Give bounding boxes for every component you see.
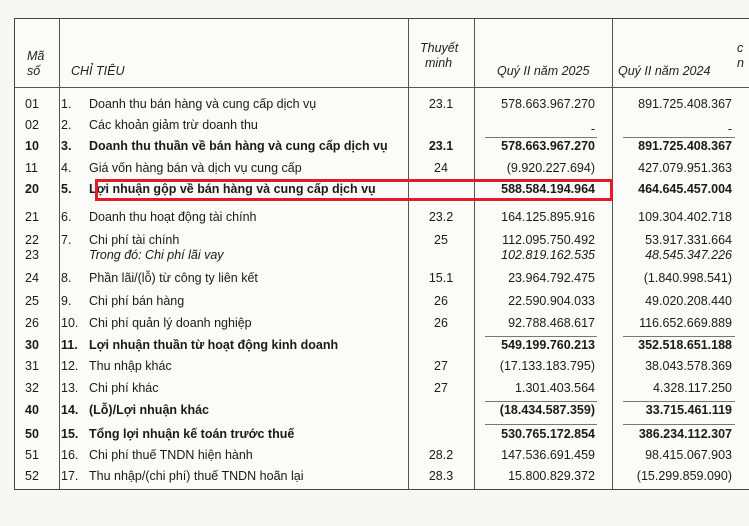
- row-value-2024: 33.715.461.119: [645, 403, 732, 417]
- table-row: [15, 448, 749, 468]
- row-code: 02: [25, 118, 39, 132]
- header-code-line1: Mã: [27, 49, 45, 63]
- table-row: [15, 381, 749, 401]
- table-row: [15, 294, 749, 314]
- row-code: 52: [25, 469, 39, 483]
- header-q2-2025: Quý II năm 2025: [497, 64, 590, 78]
- row-value-2024: (15.299.859.090): [636, 469, 732, 483]
- table-row: [15, 97, 749, 117]
- row-value-2025: 549.199.760.213: [501, 338, 595, 352]
- row-value-2024: 464.645.457.004: [638, 182, 732, 196]
- row-code: 51: [25, 448, 39, 462]
- row-name: Thu nhập/(chi phí) thuế TNDN hoãn lại: [89, 469, 304, 483]
- row-value-2024: -: [727, 122, 732, 136]
- row-value-2024: 116.652.669.889: [639, 316, 732, 330]
- row-number: 6.: [61, 210, 72, 224]
- header-note-line2: minh: [425, 56, 453, 70]
- row-name: Chi phí tài chính: [89, 233, 180, 247]
- row-name: Chi phí quản lý doanh nghiệp: [89, 316, 252, 330]
- row-value-2025: 578.663.967.270: [501, 139, 595, 153]
- row-name: Doanh thu thuần về bán hàng và cung cấp dịch vụ: [89, 139, 388, 153]
- table-row: [15, 161, 749, 181]
- row-number: 16.: [61, 448, 79, 462]
- row-value-2024: 38.043.578.369: [645, 359, 732, 373]
- row-note: 27: [434, 359, 448, 373]
- row-name: Lợi nhuận gộp về bán hàng và cung cấp dịch vụ: [89, 182, 376, 196]
- header-code-line2: số: [27, 64, 41, 78]
- row-note: 23.2: [428, 210, 454, 224]
- row-code: 31: [25, 359, 39, 373]
- row-number: 5.: [61, 182, 72, 196]
- row-name: Chi phí bán hàng: [89, 294, 185, 308]
- row-code: 32: [25, 381, 39, 395]
- row-value-2025: (17.133.183.795): [499, 359, 595, 373]
- row-value-2025: 530.765.172.854: [501, 427, 595, 441]
- row-name: Doanh thu bán hàng và cung cấp dịch vụ: [89, 97, 317, 111]
- row-number: 2.: [61, 118, 72, 132]
- row-number: 4.: [61, 161, 72, 175]
- income-statement-table: [14, 18, 749, 490]
- row-note: 26: [434, 294, 448, 308]
- row-code: 21: [25, 210, 39, 224]
- row-value-2024: 49.020.208.440: [645, 294, 732, 308]
- row-code: 50: [25, 427, 39, 441]
- row-value-2025: 22.590.904.033: [508, 294, 595, 308]
- row-number: 15.: [61, 427, 79, 441]
- subtotal-rule: [623, 401, 735, 402]
- row-note: 27: [434, 381, 448, 395]
- row-value-2024: 352.518.651.188: [638, 338, 732, 352]
- header-q2-2024: Quý II năm 2024: [618, 64, 711, 78]
- row-number: 8.: [61, 271, 72, 285]
- row-name: Giá vốn hàng bán và dịch vụ cung cấp: [89, 161, 302, 175]
- row-value-2025: (18.434.587.359): [499, 403, 595, 417]
- row-value-2024: 53.917.331.664: [645, 233, 732, 247]
- header-note-line1: Thuyết: [420, 41, 459, 55]
- row-number: 1.: [61, 97, 72, 111]
- row-name: Phần lãi/(lỗ) từ công ty liên kết: [89, 271, 258, 285]
- subtotal-rule: [623, 424, 735, 425]
- row-note: 26: [434, 316, 448, 330]
- table-row: [15, 316, 749, 336]
- header-edge-line1: c: [737, 41, 744, 55]
- row-note: 23.1: [428, 139, 454, 153]
- highlight-box: [95, 179, 613, 201]
- row-name: Các khoản giảm trừ doanh thu: [89, 118, 258, 132]
- row-code: 25: [25, 294, 39, 308]
- table-row: [15, 403, 749, 423]
- row-code: 20: [25, 182, 39, 196]
- row-number: 3.: [61, 139, 72, 153]
- row-value-2025: 1.301.403.564: [515, 381, 595, 395]
- subtotal-rule: [485, 137, 597, 138]
- row-name: Doanh thu hoạt động tài chính: [89, 210, 257, 224]
- row-value-2025: 102.819.162.535: [501, 248, 595, 262]
- row-number: 9.: [61, 294, 72, 308]
- row-value-2024: 891.725.408.367: [638, 97, 732, 111]
- row-code: 10: [25, 139, 39, 153]
- row-value-2025: 92.788.468.617: [508, 316, 595, 330]
- row-value-2024: 891.725.408.367: [638, 139, 732, 153]
- row-code: 01: [25, 97, 39, 111]
- row-name: Tổng lợi nhuận kế toán trước thuế: [89, 427, 295, 441]
- row-note: 24: [434, 161, 448, 175]
- row-name: Lợi nhuận thuần từ hoạt động kinh doanh: [89, 338, 339, 352]
- table-row: [15, 338, 749, 358]
- row-number: 17.: [61, 469, 79, 483]
- row-value-2025: 15.800.829.372: [508, 469, 595, 483]
- row-number: 14.: [61, 403, 79, 417]
- row-code: 40: [25, 403, 39, 417]
- row-number: 12.: [61, 359, 79, 373]
- row-value-2024: (1.840.998.541): [643, 271, 732, 285]
- row-value-2025: 23.964.792.475: [508, 271, 595, 285]
- header-indicator: CHỈ TIÊU: [71, 64, 125, 78]
- row-code: 11: [25, 161, 38, 175]
- row-number: 7.: [61, 233, 72, 247]
- row-name: Chi phí khác: [89, 381, 159, 395]
- row-value-2025: 164.125.895.916: [501, 210, 595, 224]
- row-value-2024: 386.234.112.307: [638, 427, 732, 441]
- row-value-2025: 578.663.967.270: [501, 97, 595, 111]
- subtotal-rule: [623, 336, 735, 337]
- row-note: 15.1: [428, 271, 454, 285]
- row-value-2025: (9.920.227.694): [506, 161, 595, 175]
- subtotal-rule: [485, 401, 597, 402]
- row-number: 11.: [61, 338, 78, 352]
- row-name: (Lỗ)/Lợi nhuận khác: [89, 403, 209, 417]
- row-value-2024: 48.545.347.226: [645, 248, 732, 262]
- row-value-2024: 109.304.402.718: [638, 210, 732, 224]
- row-note: 23.1: [428, 97, 454, 111]
- row-value-2024: 427.079.951.363: [638, 161, 732, 175]
- header-edge-line2: n: [737, 56, 744, 70]
- row-note: 28.3: [428, 469, 454, 483]
- row-code: 26: [25, 316, 39, 330]
- row-note: 28.2: [428, 448, 454, 462]
- table-row: [15, 469, 749, 489]
- row-code: 23: [25, 248, 39, 262]
- table-row: [15, 359, 749, 379]
- row-name: Chi phí thuế TNDN hiện hành: [89, 448, 253, 462]
- row-code: 30: [25, 338, 39, 352]
- row-value-2025: 147.536.691.459: [501, 448, 595, 462]
- row-number: 13.: [61, 381, 79, 395]
- row-number: 10.: [61, 316, 79, 330]
- table-row: [15, 118, 749, 138]
- header-divider: [15, 87, 749, 88]
- row-name: Thu nhập khác: [89, 359, 172, 373]
- row-note: 25: [434, 233, 448, 247]
- row-value-2025: 588.584.194.964: [501, 182, 595, 196]
- row-code: 22: [25, 233, 39, 247]
- row-value-2025: -: [590, 122, 595, 136]
- subtotal-rule: [485, 336, 597, 337]
- table-row: [15, 210, 749, 230]
- row-code: 24: [25, 271, 39, 285]
- subtotal-rule: [485, 424, 597, 425]
- row-name: Trong đó: Chi phí lãi vay: [89, 248, 224, 262]
- table-row: [15, 139, 749, 159]
- row-value-2025: 112.095.750.492: [502, 233, 595, 247]
- subtotal-rule: [623, 137, 735, 138]
- row-value-2024: 98.415.067.903: [645, 448, 732, 462]
- table-row: [15, 427, 749, 447]
- row-value-2024: 4.328.117.250: [652, 381, 732, 395]
- table-row: [15, 271, 749, 291]
- table-row: [15, 248, 749, 268]
